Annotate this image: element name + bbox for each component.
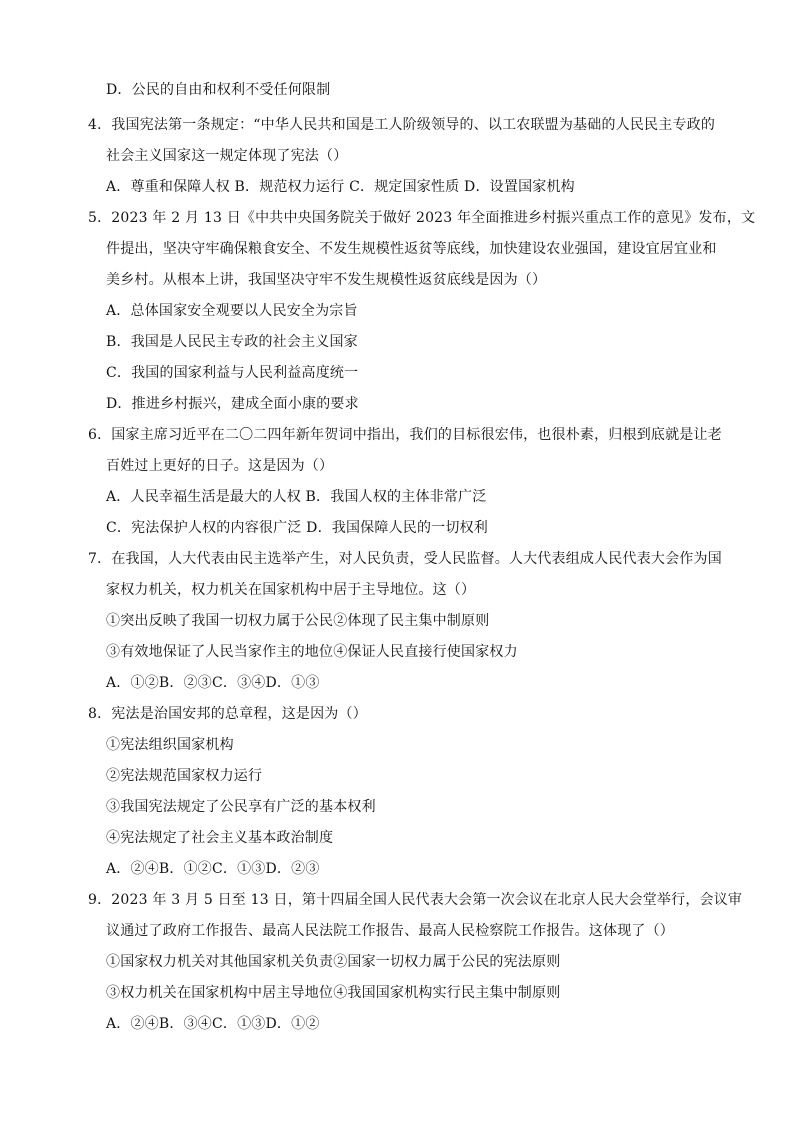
- q7-options: A．①②B．②③C．③④D．①③: [106, 675, 320, 691]
- q9-statements-34: ③权力机关在国家机构中居主导地位④我国国家机构实行民主集中制原则: [106, 985, 561, 1001]
- q5-option-c: C．我国的国家利益与人民利益高度统一: [106, 365, 359, 381]
- q6-options-ab: A．人民幸福生活是最大的人权 B．我国人权的主体非常广泛: [106, 489, 487, 505]
- q7-statements-34: ③有效地保证了人民当家作主的地位④保证人民直接行使国家权力: [106, 644, 518, 660]
- q8-statement-2: ②宪法规范国家权力运行: [106, 768, 263, 784]
- q5-option-a: A．总体国家安全观要以人民安全为宗旨: [106, 303, 358, 319]
- q8-statement-3: ③我国宪法规定了公民享有广泛的基本权利: [106, 799, 376, 815]
- q6-options-cd: C．宪法保护人权的内容很广泛 D．我国保障人民的一切权利: [106, 520, 488, 536]
- q9-options: A．②④B．③④C．①③D．①②: [106, 1016, 320, 1032]
- q8-statement-4: ④宪法规定了社会主义基本政治制度: [106, 830, 334, 846]
- q9-statements-12: ①国家权力机关对其他国家机关负责②国家一切权力属于公民的宪法原则: [106, 954, 561, 970]
- q5-stem-line2: 件提出，坚决守牢确保粮食安全、不发生规模性返贫等底线，加快建设农业强国，建设宜居宜业和: [106, 241, 717, 257]
- q9-stem-line1: 9．2023 年 3 月 5 日至 13 日，第十四届全国人民代表大会第一次会议在北京人民大会堂举行，会议审: [88, 892, 743, 908]
- q3-option-d: D．公民的自由和权利不受任何限制: [106, 82, 331, 98]
- q5-option-d: D．推进乡村振兴，建成全面小康的要求: [106, 396, 359, 412]
- q7-stem-line1: 7．在我国，人大代表由民主选举产生，对人民负责，受人民监督。人大代表组成人民代表大会作为国: [88, 551, 722, 567]
- q8-statement-1: ①宪法组织国家机构: [106, 737, 234, 753]
- q5-option-b: B．我国是人民民主专政的社会主义国家: [106, 334, 358, 350]
- q5-stem-line3: 美乡村。从根本上讲，我国坚决守牢不发生规模性返贫底线是因为（）: [106, 272, 547, 288]
- q6-stem-line1: 6．国家主席习近平在二〇二四年新年贺词中指出，我们的目标很宏伟，也很朴素，归根到底就是让老: [88, 427, 722, 443]
- q7-stem-line2: 家权力机关，权力机关在国家机构中居于主导地位。这（）: [106, 582, 476, 598]
- q4-stem-line2: 社会主义国家这一规定体现了宪法（）: [106, 148, 348, 164]
- q9-stem-line2: 议通过了政府工作报告、最高人民法院工作报告、最高人民检察院工作报告。这体现了（）: [106, 923, 674, 939]
- q5-stem-line1: 5．2023 年 2 月 13 日《中共中央国务院关于做好 2023 年全面推进乡村振兴重点工作的意见》发布，文: [88, 210, 756, 226]
- q8-stem: 8．宪法是治国安邦的总章程，这是因为（）: [88, 706, 367, 722]
- q7-statements-12: ①突出反映了我国一切权力属于公民②体现了民主集中制原则: [106, 613, 490, 629]
- q4-options: A．尊重和保障人权 B．规范权力运行 C．规定国家性质 D．设置国家机构: [106, 179, 575, 195]
- q6-stem-line2: 百姓过上更好的日子。这是因为（）: [106, 458, 334, 474]
- q8-options: A．②④B．①②C．①③D．②③: [106, 861, 320, 877]
- q4-stem-line1: 4．我国宪法第一条规定：“中华人民共和国是工人阶级领导的、以工农联盟为基础的人民民主专政的: [88, 117, 716, 133]
